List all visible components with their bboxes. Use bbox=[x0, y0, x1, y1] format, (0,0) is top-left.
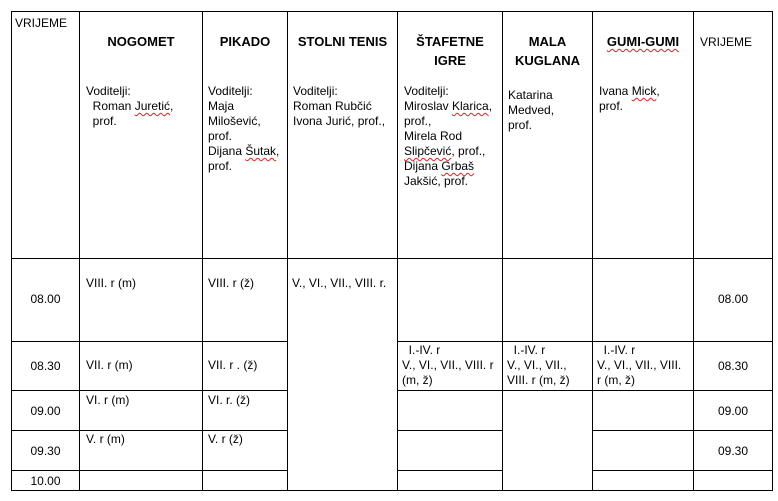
leader-name-part: Miroslav bbox=[404, 99, 453, 113]
leader-name-part: , bbox=[656, 84, 660, 98]
leaders-gumi-gumi bbox=[599, 84, 660, 114]
col-divider-0 bbox=[11, 11, 12, 491]
column-title-stolni-tenis: STOLNI TENIS bbox=[297, 34, 388, 49]
leader-line: prof. bbox=[599, 99, 624, 113]
schedule-line: V., VI., VII., bbox=[507, 358, 567, 372]
leader-line: Milošević, bbox=[208, 114, 261, 128]
schedule-line: r (m, ž) bbox=[597, 373, 635, 387]
leader-line: Katarina bbox=[508, 88, 553, 102]
col-divider-5 bbox=[502, 11, 503, 491]
leader-line: prof. bbox=[208, 129, 233, 143]
row-divider-0900-left bbox=[11, 390, 287, 391]
time-label-0830-right: 08.30 bbox=[717, 359, 749, 373]
col-divider-3 bbox=[287, 11, 288, 491]
leaders-stolni-tenis bbox=[293, 84, 385, 129]
column-title-line: KUGLANA bbox=[515, 53, 580, 68]
col-divider-6 bbox=[592, 11, 593, 491]
schedule-cell-pikado-0830: VII. r . (ž) bbox=[208, 358, 258, 372]
schedule-cell-nogomet-0800: VIII. r (m) bbox=[86, 276, 136, 290]
leaders-stafetne-igre bbox=[404, 84, 492, 189]
leader-name-part: , prof., bbox=[451, 144, 486, 158]
column-title-pikado: PIKADO bbox=[219, 34, 271, 49]
schedule-cell-mala-kuglana bbox=[507, 343, 570, 388]
leader-line: Roman Rubčić bbox=[293, 99, 372, 113]
time-label-1000-left: 10.00 bbox=[30, 474, 61, 488]
row-divider-0830-left bbox=[11, 341, 287, 342]
schedule-line: V., VI., VII., VIII. bbox=[597, 358, 682, 372]
leader-surname: Mick bbox=[631, 84, 657, 98]
time-header-right: VRIJEME bbox=[700, 35, 753, 49]
leader-line: Jakšić, prof. bbox=[404, 174, 469, 188]
leader-name-part: Roman bbox=[92, 99, 135, 113]
time-label-0830-left: 08.30 bbox=[30, 359, 61, 373]
row-divider-0930-mid bbox=[397, 430, 502, 431]
leader-name-part: Ivana bbox=[599, 84, 632, 98]
table-border-right bbox=[772, 11, 773, 491]
row-divider-0930-left bbox=[11, 430, 287, 431]
leader-line: Medved, bbox=[508, 103, 555, 117]
leader-name-part: , bbox=[170, 99, 174, 113]
leaders-mala-kuglana bbox=[508, 88, 554, 133]
schedule-cell-nogomet-0900: VI. r (m) bbox=[86, 393, 130, 407]
column-title-line: MALA bbox=[528, 34, 567, 49]
time-label-0900-right: 09.00 bbox=[717, 404, 749, 418]
schedule-line: I.-IV. r bbox=[513, 343, 546, 357]
column-title-stafetne-igre bbox=[398, 32, 502, 70]
col-divider-7 bbox=[693, 11, 694, 491]
leaders-nogomet bbox=[86, 84, 173, 129]
leader-surname: Juretić bbox=[134, 99, 171, 113]
leader-line: Maja bbox=[208, 99, 235, 113]
leaders-pikado bbox=[208, 84, 279, 174]
time-label-0800-left: 08.00 bbox=[30, 292, 61, 306]
time-label-0930-right: 09.30 bbox=[717, 444, 749, 458]
time-label-0930-left: 09.30 bbox=[30, 444, 61, 458]
row-divider-header bbox=[11, 258, 773, 259]
leader-line: prof. bbox=[508, 118, 533, 132]
leader-surname: Slipčević bbox=[404, 144, 452, 158]
leader-surname: Šutak bbox=[245, 144, 277, 158]
col-divider-1 bbox=[79, 11, 80, 491]
time-label-0900-left: 09.00 bbox=[30, 404, 61, 418]
row-divider-1000-right bbox=[592, 470, 773, 471]
time-header-left: VRIJEME bbox=[15, 16, 68, 30]
table-border-top bbox=[11, 11, 773, 12]
leaders-label: Voditelji: bbox=[293, 84, 338, 98]
leader-line: prof. bbox=[208, 159, 233, 173]
column-title-mala-kuglana bbox=[503, 32, 592, 70]
column-title-text: GUMI-GUMI bbox=[606, 34, 680, 49]
schedule-cell-pikado-0900: VI. r. (ž) bbox=[208, 393, 250, 407]
row-divider-0830-right bbox=[397, 341, 773, 342]
column-title-nogomet: NOGOMET bbox=[107, 34, 175, 49]
leaders-label: Voditelji: bbox=[404, 84, 449, 98]
leader-line: Mirela Rod bbox=[404, 129, 463, 143]
col-divider-2 bbox=[202, 11, 203, 491]
schedule-line: VIII. r (m, ž) bbox=[507, 373, 570, 387]
schedule-cell-gumi-gumi bbox=[597, 343, 681, 388]
schedule-line: (m, ž) bbox=[402, 373, 433, 387]
schedule-cell-pikado-0930: V. r (ž) bbox=[208, 432, 243, 446]
leader-surname: Grbaš bbox=[441, 159, 475, 173]
schedule-cell-stolni-tenis: V., VI., VII., VIII. r. bbox=[292, 276, 387, 290]
table-border-bottom bbox=[11, 490, 773, 491]
leader-title: prof. bbox=[92, 114, 117, 128]
leader-surname: Klarica bbox=[452, 99, 489, 113]
row-divider-0930-right bbox=[592, 430, 773, 431]
leader-line: prof., bbox=[404, 114, 432, 128]
column-title-gumi-gumi bbox=[593, 32, 693, 51]
row-divider-1000-left bbox=[11, 470, 287, 471]
leader-line: Ivona Jurić, prof., bbox=[293, 114, 386, 128]
col-divider-4 bbox=[397, 11, 398, 491]
row-divider-0900-right bbox=[397, 390, 773, 391]
leader-name-part: , bbox=[488, 99, 493, 113]
time-label-0800-right: 08.00 bbox=[717, 292, 749, 306]
schedule-line: I.-IV. r bbox=[408, 343, 441, 357]
leaders-label: Voditelji: bbox=[86, 84, 131, 98]
schedule-line: I.-IV. r bbox=[603, 343, 636, 357]
schedule-cell-nogomet-0930: V. r (m) bbox=[86, 432, 125, 446]
schedule-line: V., VI., VII., VIII. r bbox=[402, 358, 494, 372]
schedule-cell-nogomet-0830: VII. r (m) bbox=[86, 358, 133, 372]
row-divider-1000-mid bbox=[397, 470, 502, 471]
leader-name-part: Dijana bbox=[404, 159, 442, 173]
leader-name-part: Dijana bbox=[208, 144, 246, 158]
schedule-cell-pikado-0800: VIII. r (ž) bbox=[208, 276, 254, 290]
column-title-line: IGRE bbox=[434, 53, 466, 68]
column-title-line: ŠTAFETNE bbox=[416, 34, 484, 49]
schedule-cell-stafetne-igre bbox=[402, 343, 494, 388]
leaders-label: Voditelji: bbox=[208, 84, 253, 98]
leader-name-part: , bbox=[276, 144, 280, 158]
